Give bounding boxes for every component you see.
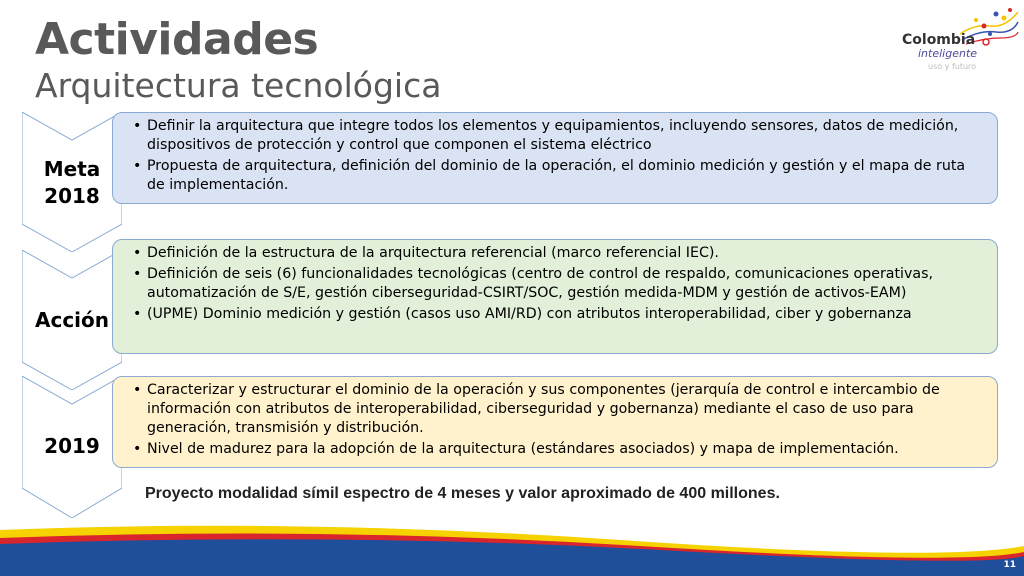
bullet-item: • Caracterizar y estructurar el dominio de la operación y sus componentes (jerarquía de control e intercambio de información con atributos de interoperabilidad, ciberseguridad y gobernanza) mediante el caso de uso para generación, transmisión y distribución.	[127, 381, 985, 438]
bullet-item: • (UPME) Dominio medición y gestión (casos uso AMI/RD) con atributos interoperabilidad, ciber y gobernanza	[127, 305, 985, 324]
footer-color-bands	[0, 510, 1024, 576]
project-note: Proyecto modalidad símil espectro de 4 meses y valor aproximado de 400 millones.	[145, 485, 780, 502]
logo-text-colombia: Colombia	[902, 32, 976, 48]
bullet-item: • Definición de seis (6) funcionalidades tecnológicas (centro de control de respaldo, comunicaciones operativas, automatización de S/E, gestión ciberseguridad-CSIRT/SOC, gestión medida-MDM y gestión de activos-EAM)	[127, 265, 985, 303]
row-label-line1: Meta	[43, 157, 101, 181]
row-label-meta-2018	[22, 156, 122, 210]
bullet-item: • Definir la arquitectura que integre todos los elementos y equipamientos, incluyendo sensores, datos de medición, dispositivos de protección y control que componen el sistema eléctrico	[127, 117, 985, 155]
row-box-meta-2018	[112, 112, 998, 204]
slide-title: Actividades	[35, 14, 319, 65]
row-label-line1: Acción	[34, 308, 110, 332]
row-label-accion	[22, 307, 122, 334]
logo-text-tagline: uso y futuro	[928, 62, 977, 71]
slide-subtitle: Arquitectura tecnológica	[35, 66, 442, 105]
bullet-item: • Propuesta de arquitectura, definición del dominio de la operación, el dominio medición y gestión y el mapa de ruta de implementación.	[127, 157, 985, 195]
row-label-line1: 2019	[44, 434, 100, 458]
row-box-2019	[112, 376, 998, 468]
row-box-accion	[112, 239, 998, 354]
bullet-item: • Nivel de madurez para la adopción de la arquitectura (estándares asociados) y mapa de implementación.	[127, 440, 985, 459]
bullet-item: • Definición de la estructura de la arquitectura referencial (marco referencial IEC).	[127, 244, 985, 263]
page-number: 11	[1003, 560, 1016, 570]
logo-text-inteligente: inteligente	[918, 47, 978, 60]
row-label-line2: 2018	[44, 184, 100, 208]
row-label-2019	[22, 433, 122, 460]
